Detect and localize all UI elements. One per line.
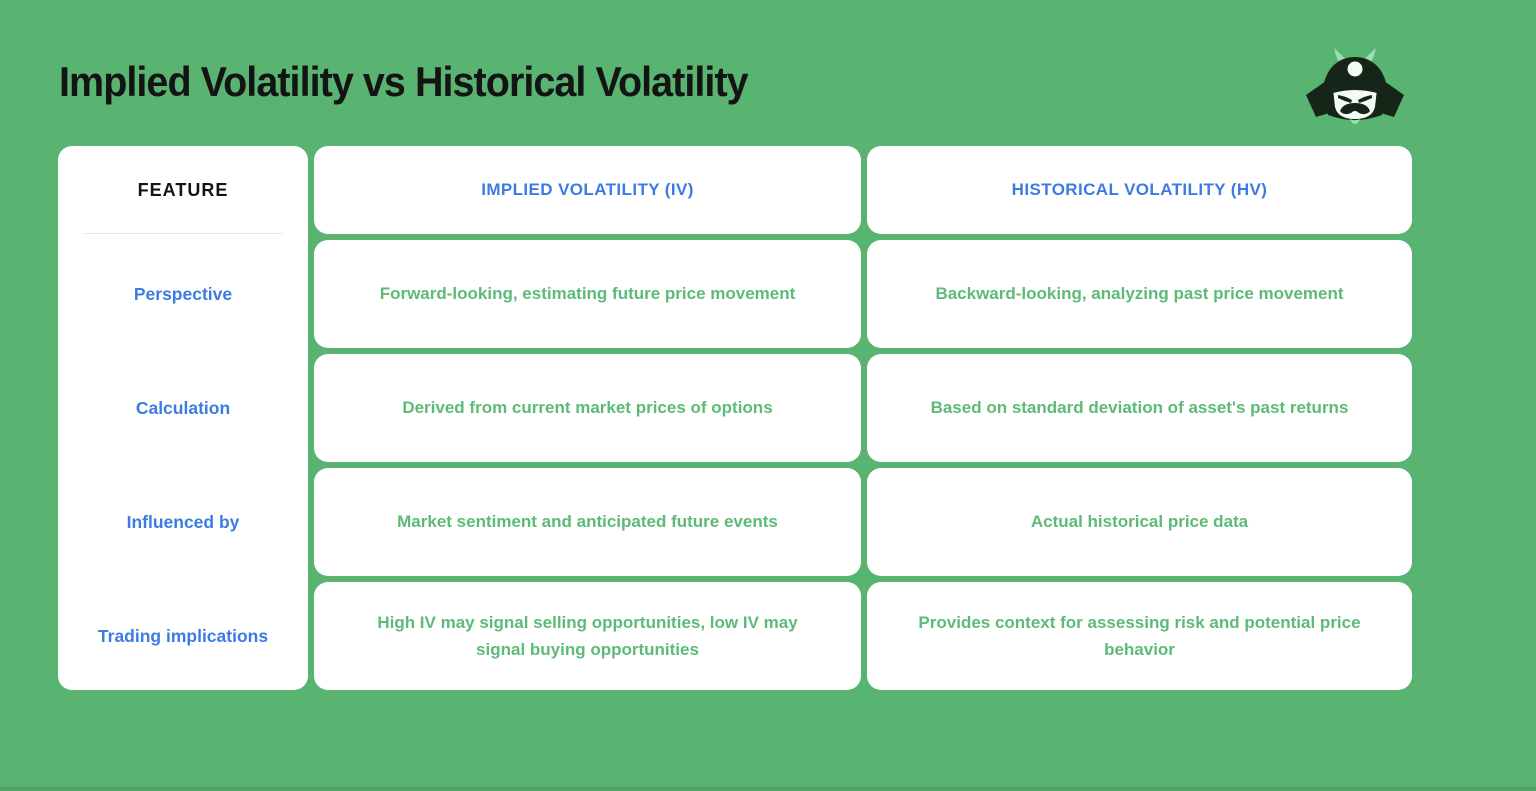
- comparison-table: [58, 146, 1412, 690]
- bottom-accent-strip: [0, 787, 1536, 791]
- cell-influenced-by-hv: Actual historical price data: [867, 468, 1412, 576]
- feature-header-divider: [83, 233, 283, 234]
- feature-header-label: FEATURE: [137, 179, 229, 200]
- cell-perspective-hv: Backward-looking, analyzing past price movement: [867, 240, 1412, 348]
- cell-trading-implications-hv: Provides context for assessing risk and potential price behavior: [867, 582, 1412, 690]
- feature-label-influenced-by: Influenced by: [126, 511, 240, 532]
- column-header-historical-volatility: HISTORICAL VOLATILITY (HV): [867, 146, 1412, 234]
- cell-calculation-hv: Based on standard deviation of asset's past returns: [867, 354, 1412, 462]
- cell-perspective-iv: Forward-looking, estimating future price movement: [314, 240, 861, 348]
- samurai-helmet-logo-icon: [1300, 45, 1410, 125]
- cell-influenced-by-iv: Market sentiment and anticipated future events: [314, 468, 861, 576]
- cell-calculation-iv: Derived from current market prices of options: [314, 354, 861, 462]
- feature-column-card: [58, 146, 308, 690]
- page-title: Implied Volatility vs Historical Volatility: [59, 58, 748, 105]
- feature-label-perspective: Perspective: [133, 283, 233, 304]
- cell-trading-implications-iv: High IV may signal selling opportunities, low IV may signal buying opportunities: [314, 582, 861, 690]
- feature-label-trading-implications: Trading implications: [97, 625, 269, 646]
- feature-column-header: [58, 146, 308, 234]
- feature-label-calculation: Calculation: [135, 397, 231, 418]
- column-header-implied-volatility: IMPLIED VOLATILITY (IV): [314, 146, 861, 234]
